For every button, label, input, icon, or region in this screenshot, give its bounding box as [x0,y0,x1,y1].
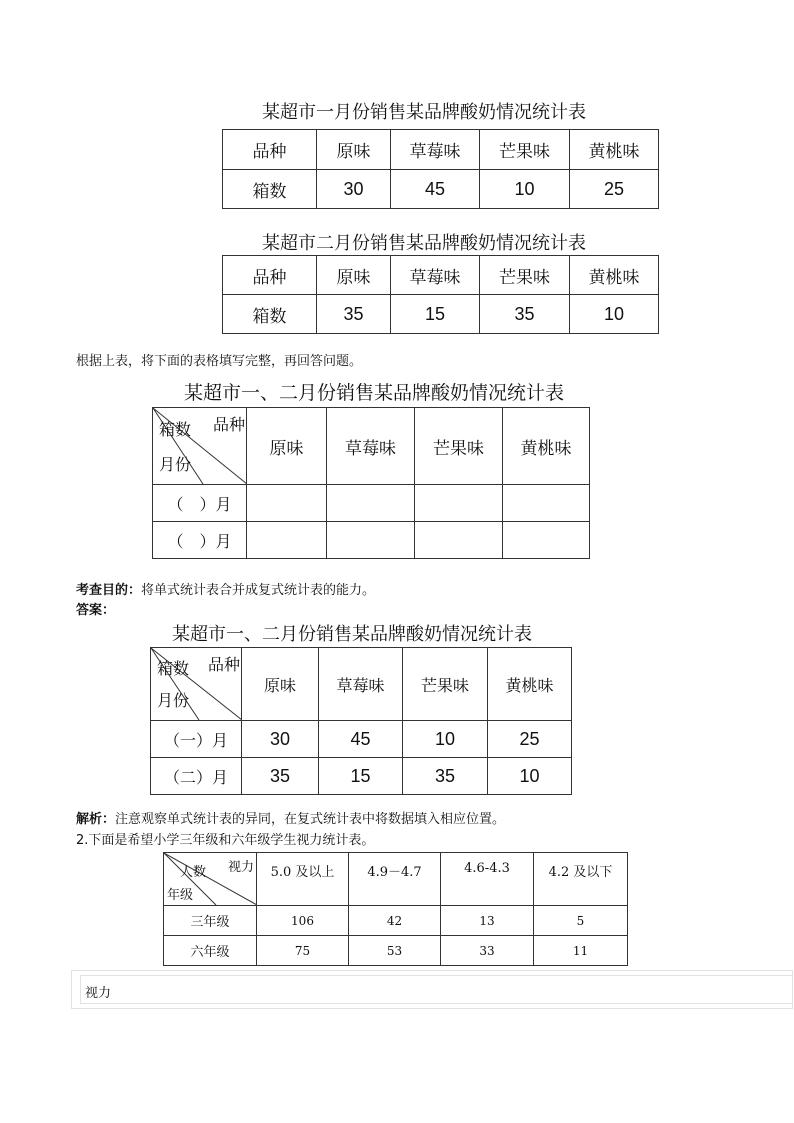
row-header: 品种 [223,256,317,295]
column-header: 原味 [317,130,391,170]
table-cell-empty [415,485,503,522]
column-header: 原味 [317,256,391,295]
table-cell: 45 [391,170,480,209]
table-cell: 10 [570,295,659,334]
column-header: 原味 [247,408,327,485]
table-cell: 53 [349,936,441,966]
corner-top-right: 品种 [212,415,245,434]
column-header: 草莓味 [391,130,480,170]
corner-bottom-left: 年级 [167,888,194,903]
table3-title: 某超市一、二月份销售某品牌酸奶情况统计表 [184,382,565,404]
column-header: 芒果味 [480,130,570,170]
diagonal-header-cell [153,408,247,485]
table-cell: 45 [319,721,403,758]
table-cell: 35 [317,295,391,334]
table-cell: 75 [257,936,349,966]
table-cell: 30 [317,170,391,209]
column-header: 草莓味 [319,648,403,721]
table3 [152,407,590,559]
instruction-text: 根据上表，将下面的表格填写完整，再回答问题。 [76,354,363,369]
table-cell: 10 [403,721,488,758]
row-header: （一）月 [151,721,242,758]
analysis-label: 解析： [76,812,116,827]
corner-top-right: 品种 [207,655,240,674]
corner-middle: 箱数 [159,420,192,439]
analysis-line [76,808,505,827]
analysis-text: 注意观察单式统计表的异同，在复式统计表中将数据填入相应位置。 [115,812,506,827]
column-header: 黄桃味 [488,648,572,721]
column-header: 芒果味 [415,408,503,485]
table-cell: 10 [480,170,570,209]
table2-title: 某超市二月份销售某品牌酸奶情况统计表 [262,233,586,254]
column-header: 5.0 及以上 [257,853,349,906]
table5 [163,852,628,966]
row-header: （二）月 [151,758,242,795]
purpose-text: 将单式统计表合并成复式统计表的能力。 [141,583,376,598]
table1 [222,129,659,209]
row-header: 箱数 [223,295,317,334]
corner-middle: 人数 [180,865,207,880]
row-header: 箱数 [223,170,317,209]
corner-bottom-left: 月份 [159,455,192,474]
answer-box [71,970,793,1009]
table-cell: 5 [534,906,628,936]
table-cell: 15 [391,295,480,334]
table2 [222,255,659,334]
question2-text: 2.下面是希望小学三年级和六年级学生视力统计表。 [76,833,375,848]
column-header: 4.2 及以下 [534,853,628,906]
answer-box-inner [80,975,793,1004]
column-header: 原味 [242,648,319,721]
table-cell: 11 [534,936,628,966]
row-header: 品种 [223,130,317,170]
row-header: （ ）月 [153,485,247,522]
column-header: 草莓味 [391,256,480,295]
row-header: 六年级 [164,936,257,966]
table-cell: 42 [349,906,441,936]
diagonal-header-cell [164,853,257,906]
column-header: 黄桃味 [503,408,590,485]
table-cell-empty [503,485,590,522]
table4-title: 某超市一、二月份销售某品牌酸奶情况统计表 [172,624,532,645]
table-cell: 10 [488,758,572,795]
answer-box-text: 视力 [85,986,112,1001]
column-header: 4.6-4.3 [441,853,534,906]
corner-middle: 箱数 [157,659,190,678]
table-cell: 13 [441,906,534,936]
table-cell: 25 [488,721,572,758]
table-row [151,721,572,758]
table-cell: 30 [242,721,319,758]
table-cell-empty [247,485,327,522]
corner-top-right: 视力 [227,860,254,875]
table-cell-empty [327,485,415,522]
diagonal-header-cell [151,648,242,721]
column-header: 芒果味 [403,648,488,721]
table-cell: 35 [242,758,319,795]
table-cell: 15 [319,758,403,795]
table-cell: 35 [480,295,570,334]
table-cell: 25 [570,170,659,209]
row-header: （ ）月 [153,522,247,559]
purpose-label: 考查目的： [76,583,142,598]
corner-bottom-left: 月份 [157,691,190,710]
answer-label: 答案： [76,603,116,618]
row-header: 三年级 [164,906,257,936]
column-header: 黄桃味 [570,256,659,295]
table-cell-empty [503,522,590,559]
table-cell: 106 [257,906,349,936]
table-cell-empty [247,522,327,559]
column-header: 黄桃味 [570,130,659,170]
table-row [151,758,572,795]
table-row [164,906,628,936]
table-cell-empty [327,522,415,559]
column-header: 芒果味 [480,256,570,295]
table4 [150,647,572,795]
table-cell-empty [415,522,503,559]
column-header: 草莓味 [327,408,415,485]
table-cell: 35 [403,758,488,795]
table1-title: 某超市一月份销售某品牌酸奶情况统计表 [262,102,586,123]
table-cell: 33 [441,936,534,966]
column-header: 4.9－4.7 [349,853,441,906]
table-row [164,936,628,966]
purpose-line [76,579,375,598]
